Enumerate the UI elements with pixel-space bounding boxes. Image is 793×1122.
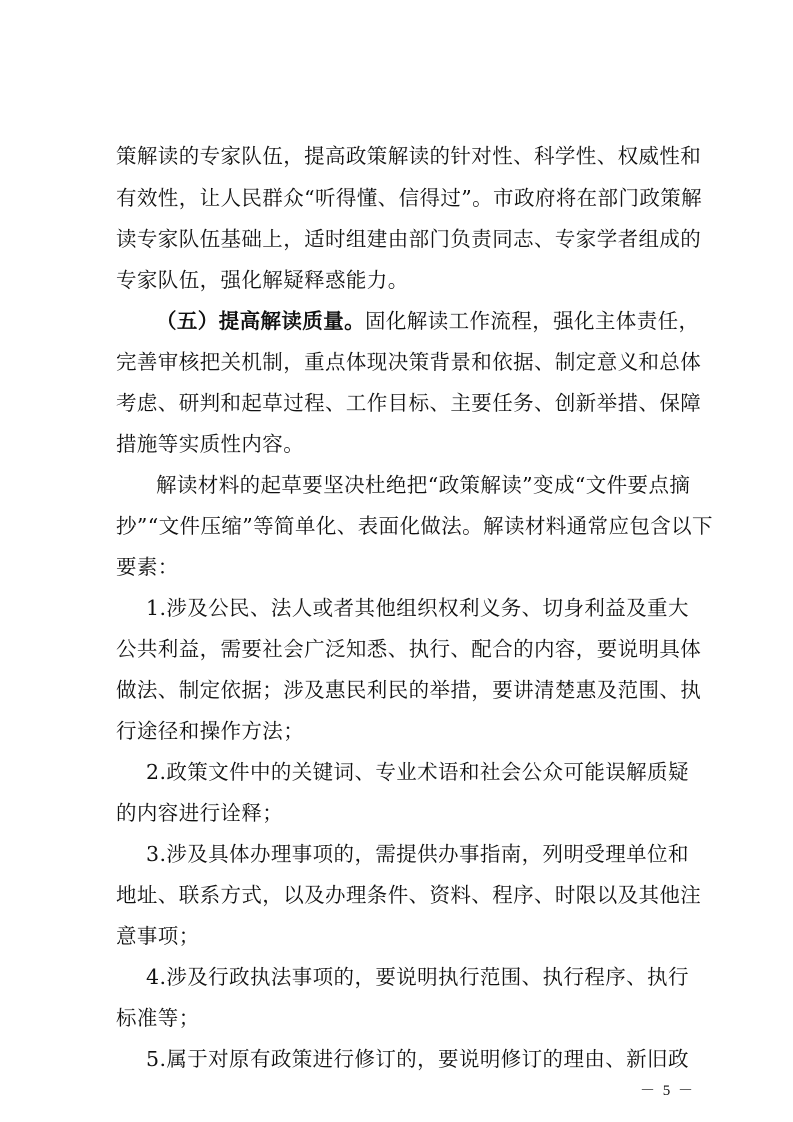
paragraph-line: 读专家队伍基础上，适时组建由部门负责同志、专家学者组成的 xyxy=(116,227,702,251)
section-heading-line xyxy=(156,307,793,335)
paragraph-line: 要素： xyxy=(116,555,179,579)
list-item-line: 4.涉及行政执法事项的，要说明执行范围、执行程序、执行 xyxy=(146,965,689,989)
paragraph-line: 标准等； xyxy=(116,1006,200,1030)
paragraph-line: 有效性，让人民群众“听得懂、信得过”。市政府将在部门政策解 xyxy=(116,186,703,210)
paragraph-line: 专家队伍，强化解疑释惑能力。 xyxy=(116,268,409,292)
paragraph-line: 公共利益，需要社会广泛知悉、执行、配合的内容，要说明具体 xyxy=(116,637,702,661)
paragraph-line: 意事项； xyxy=(116,924,200,948)
paragraph-line: 考虑、研判和起草过程、工作目标、主要任务、创新举措、保障 xyxy=(116,391,702,415)
list-item-line: 3.涉及具体办理事项的，需提供办事指南，列明受理单位和 xyxy=(146,842,689,866)
paragraph-line: 地址、联系方式，以及办理条件、资料、程序、时限以及其他注 xyxy=(116,883,702,907)
page-number: － 5 － xyxy=(640,1083,696,1099)
list-item-line: 5.属于对原有政策进行修订的，要说明修订的理由、新旧政 xyxy=(146,1047,689,1071)
paragraph-line: 抄”“文件压缩”等简单化、表面化做法。解读材料通常应包含以下 xyxy=(116,514,713,538)
paragraph-line: 完善审核把关机制，重点体现决策背景和依据、制定意义和总体 xyxy=(116,350,702,374)
list-item-line: 2.政策文件中的关键词、专业术语和社会公众可能误解质疑 xyxy=(146,760,689,784)
paragraph-text: 固化解读工作流程，强化主体责任， xyxy=(365,309,700,333)
section-heading: （五）提高解读质量。 xyxy=(156,309,365,333)
list-item-line: 1.涉及公民、法人或者其他组织权利义务、切身利益及重大 xyxy=(146,596,689,620)
paragraph-line: 措施等实质性内容。 xyxy=(116,432,305,456)
paragraph-line: 的内容进行诠释； xyxy=(116,801,284,825)
paragraph-line: 解读材料的起草要坚决杜绝把“政策解读”变成“文件要点摘 xyxy=(156,473,691,497)
paragraph-line: 做法、制定依据；涉及惠民利民的举措，要讲清楚惠及范围、执 xyxy=(116,678,702,702)
paragraph-line: 行途径和操作方法； xyxy=(116,719,305,743)
paragraph-line: 策解读的专家队伍，提高政策解读的针对性、科学性、权威性和 xyxy=(116,144,702,168)
